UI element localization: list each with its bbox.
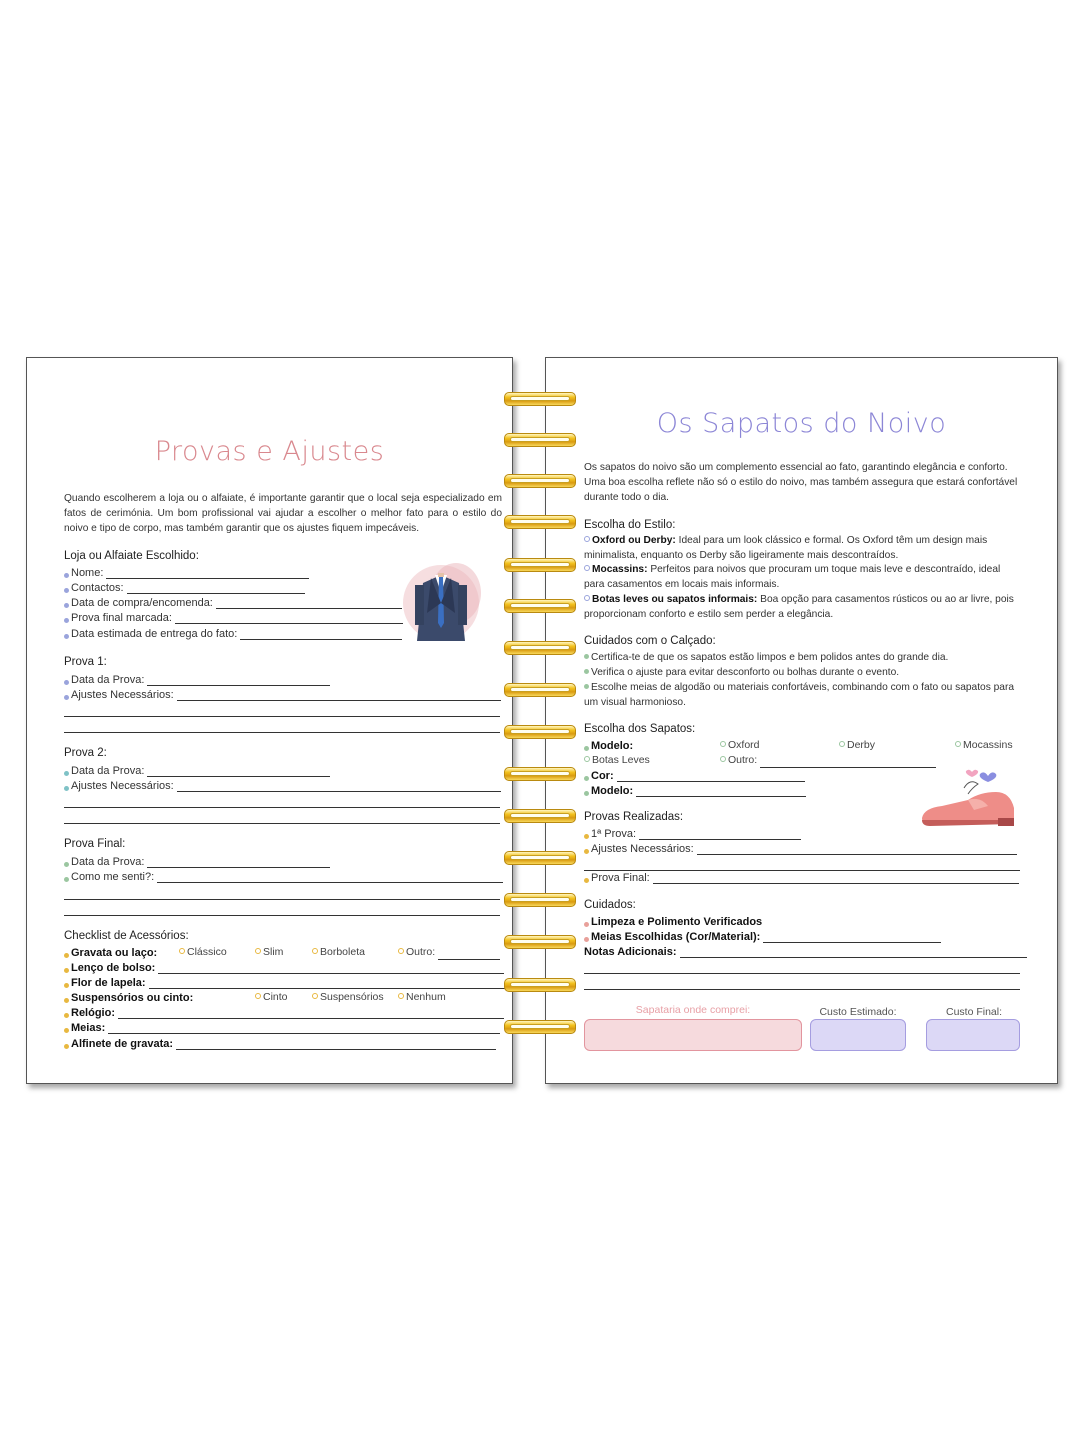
input-line[interactable] bbox=[147, 765, 330, 777]
bullet-icon bbox=[584, 849, 589, 854]
provafinal-heading: Prova Final: bbox=[64, 838, 126, 850]
binding-ring bbox=[504, 807, 576, 825]
checklist-meias[interactable]: Meias: bbox=[64, 1019, 500, 1034]
checklist-flor[interactable]: Flor de lapela: bbox=[64, 974, 505, 989]
field-prova2-ajustes[interactable]: Ajustes Necessários: bbox=[64, 777, 501, 792]
input-line[interactable] bbox=[697, 843, 1017, 855]
field-prova-final[interactable]: Prova Final: bbox=[584, 869, 1019, 884]
cost-final-label: Custo Final: bbox=[945, 1006, 1003, 1018]
bullet-icon bbox=[64, 603, 69, 608]
option-classico[interactable]: Clássico bbox=[179, 946, 227, 958]
input-line[interactable] bbox=[64, 716, 500, 717]
binding-ring bbox=[504, 639, 576, 657]
shop-box[interactable] bbox=[584, 1019, 802, 1051]
cost-estimated-box[interactable] bbox=[810, 1019, 906, 1051]
input-line[interactable] bbox=[149, 977, 505, 989]
bullet-icon bbox=[584, 776, 589, 781]
binding-ring bbox=[504, 472, 576, 490]
option-botas-leves[interactable]: Botas Leves bbox=[584, 754, 650, 766]
binding-ring bbox=[504, 431, 576, 449]
radio-icon bbox=[720, 741, 726, 747]
checklist-suspensorios[interactable]: Suspensórios ou cinto: bbox=[64, 989, 193, 1004]
field-prova2-data[interactable]: Data da Prova: bbox=[64, 762, 330, 777]
cuidados-heading: Cuidados: bbox=[584, 899, 636, 911]
option-oxford[interactable]: Oxford bbox=[720, 739, 760, 751]
input-line[interactable] bbox=[118, 1007, 504, 1019]
input-line[interactable] bbox=[157, 871, 503, 883]
bullet-icon bbox=[584, 536, 590, 542]
input-line[interactable] bbox=[64, 823, 500, 824]
input-line[interactable] bbox=[216, 597, 402, 609]
binding-ring bbox=[504, 976, 576, 994]
page-title: Provas e Ajustes bbox=[154, 436, 385, 467]
prova1-heading: Prova 1: bbox=[64, 656, 107, 668]
input-line[interactable] bbox=[64, 899, 500, 900]
radio-icon bbox=[255, 948, 261, 954]
input-line[interactable] bbox=[106, 567, 309, 579]
binding-ring bbox=[504, 390, 576, 408]
bullet-icon bbox=[64, 680, 69, 685]
care-item: Verifica o ajuste para evitar desconforto ou bolhas durante o evento. bbox=[584, 665, 1022, 680]
field-modelo-2[interactable]: Modelo: bbox=[584, 782, 806, 797]
input-line[interactable] bbox=[584, 989, 1020, 990]
binding-ring bbox=[504, 1018, 576, 1036]
field-prova1-ajustes[interactable]: Ajustes Necessários: bbox=[64, 686, 501, 701]
bullet-icon bbox=[64, 573, 69, 578]
field-data-entrega[interactable]: Data estimada de entrega do fato: bbox=[64, 625, 402, 640]
binding-ring bbox=[504, 513, 576, 531]
option-outro[interactable]: Outro: bbox=[720, 754, 757, 766]
binding-ring bbox=[504, 597, 576, 615]
field-ajustes[interactable]: Ajustes Necessários: bbox=[584, 840, 1017, 855]
prova2-heading: Prova 2: bbox=[64, 747, 107, 759]
input-line[interactable] bbox=[158, 962, 504, 974]
binding-ring bbox=[504, 723, 576, 741]
radio-icon bbox=[179, 948, 185, 954]
input-line[interactable] bbox=[177, 689, 501, 701]
care-item: Certifica-te de que os sapatos estão limpos e bem polidos antes do grande dia. bbox=[584, 650, 1022, 665]
option-mocassins[interactable]: Mocassins bbox=[955, 739, 1013, 751]
bullet-icon bbox=[584, 878, 589, 883]
input-line[interactable] bbox=[636, 785, 806, 797]
bullet-icon bbox=[584, 746, 589, 751]
bullet-icon bbox=[64, 634, 69, 639]
bullet-icon bbox=[64, 771, 69, 776]
radio-icon bbox=[312, 993, 318, 999]
input-line[interactable] bbox=[64, 915, 500, 916]
bullet-icon bbox=[64, 588, 69, 593]
radio-icon bbox=[955, 741, 961, 747]
field-notas[interactable]: Notas Adicionais: bbox=[584, 943, 1027, 958]
option-outro[interactable]: Outro: bbox=[398, 946, 435, 958]
style-item-mocassins: Mocassins: Perfeitos para noivos que procuram um toque mais leve e descontraído, ideal para casamentos em locais mais informais. bbox=[584, 564, 1001, 590]
field-1-prova[interactable]: 1ª Prova: bbox=[584, 825, 801, 840]
field-prova1-data[interactable]: Data da Prova: bbox=[64, 671, 330, 686]
bullet-icon bbox=[64, 618, 69, 623]
field-modelo[interactable]: Modelo: bbox=[584, 737, 633, 752]
bullet-icon bbox=[584, 669, 589, 674]
provas-heading: Provas Realizadas: bbox=[584, 811, 684, 823]
radio-icon bbox=[584, 756, 590, 762]
intro-paragraph: Quando escolherem a loja ou o alfaiate, é importante garantir que o local seja especializado em fatos de cerimónia. Um bom profissional vai ajudar a escolher o melhor fato para o estilo do noivo e tipo de corpo, mas também garantir que os ajustes fiquem impecáveis. bbox=[64, 493, 502, 534]
option-slim[interactable]: Slim bbox=[255, 946, 283, 958]
option-cinto[interactable]: Cinto bbox=[255, 991, 288, 1003]
suit-illustration bbox=[401, 553, 491, 645]
checklist-alfinete[interactable]: Alfinete de gravata: bbox=[64, 1035, 496, 1050]
checklist-gravata[interactable]: Gravata ou laço: bbox=[64, 944, 157, 959]
radio-icon bbox=[720, 756, 726, 762]
bullet-icon bbox=[64, 1013, 69, 1018]
input-line[interactable] bbox=[617, 770, 805, 782]
care-item: Escolhe meias de algodão ou materiais confortáveis, combinando com o fato ou sapatos para um visual harmonioso. bbox=[584, 682, 1015, 708]
bullet-icon bbox=[64, 983, 69, 988]
style-heading: Escolha do Estilo: bbox=[584, 519, 676, 531]
right-page bbox=[545, 357, 1058, 1084]
bullet-icon bbox=[64, 877, 69, 882]
field-meias[interactable]: Meias Escolhidas (Cor/Material): bbox=[584, 928, 941, 943]
radio-icon bbox=[398, 993, 404, 999]
bullet-icon bbox=[64, 968, 69, 973]
bullet-icon bbox=[584, 937, 589, 942]
input-line[interactable] bbox=[763, 931, 941, 943]
field-prova-final-marcada[interactable]: Prova final marcada: bbox=[64, 609, 403, 624]
input-line[interactable] bbox=[64, 807, 500, 808]
intro-paragraph: Os sapatos do noivo são um complemento essencial ao fato, garantindo elegância e conforto. Uma boa escolha reflete não só o estilo do noivo, mas também assegura que estará confortável durante todo o dia. bbox=[584, 462, 1018, 503]
option-borboleta[interactable]: Borboleta bbox=[312, 946, 365, 958]
input-line[interactable] bbox=[108, 1022, 500, 1034]
input-line[interactable] bbox=[64, 732, 500, 733]
pink-shoe-illustration bbox=[918, 766, 1022, 832]
input-line[interactable] bbox=[147, 856, 330, 868]
option-suspensorios[interactable]: Suspensórios bbox=[312, 991, 384, 1003]
input-line[interactable] bbox=[680, 946, 1027, 958]
left-page bbox=[26, 357, 513, 1084]
binding-ring bbox=[504, 765, 576, 783]
bullet-icon bbox=[584, 791, 589, 796]
radio-icon bbox=[312, 948, 318, 954]
input-line[interactable] bbox=[653, 872, 1019, 884]
field-contactos[interactable]: Contactos: bbox=[64, 579, 305, 594]
input-line[interactable] bbox=[127, 582, 305, 594]
shop-label: Sapataria onde comprei: bbox=[635, 1004, 751, 1016]
page-title: Os Sapatos do Noivo bbox=[656, 408, 947, 439]
binding-ring bbox=[504, 849, 576, 867]
bullet-icon bbox=[584, 922, 589, 927]
care-heading: Cuidados com o Calçado: bbox=[584, 635, 716, 647]
field-provafinal-data[interactable]: Data da Prova: bbox=[64, 853, 330, 868]
bullet-icon bbox=[64, 953, 69, 958]
input-line[interactable] bbox=[177, 780, 501, 792]
bullet-icon bbox=[64, 1028, 69, 1033]
option-derby[interactable]: Derby bbox=[839, 739, 875, 751]
shoes-heading: Escolha dos Sapatos: bbox=[584, 723, 696, 735]
radio-icon bbox=[839, 741, 845, 747]
bullet-icon bbox=[64, 862, 69, 867]
bullet-icon bbox=[584, 595, 590, 601]
binding-ring bbox=[504, 891, 576, 909]
checklist-lenco[interactable]: Lenço de bolso: bbox=[64, 959, 504, 974]
field-nome[interactable]: Nome: bbox=[64, 564, 309, 579]
input-line[interactable] bbox=[639, 828, 801, 840]
cost-estimated-label: Custo Estimado: bbox=[819, 1006, 897, 1018]
bullet-icon bbox=[584, 654, 589, 659]
binding-ring bbox=[504, 681, 576, 699]
bullet-icon bbox=[64, 998, 69, 1003]
style-item-botas: Botas leves ou sapatos informais: Boa opção para casamentos rústicos ou ao ar livre, pois proporcionam conforto e estilo sem perder a elegância. bbox=[584, 594, 1014, 620]
field-cor[interactable]: Cor: bbox=[584, 767, 805, 782]
binding-ring bbox=[504, 556, 576, 574]
radio-icon bbox=[398, 948, 404, 954]
input-line[interactable] bbox=[175, 612, 403, 624]
bullet-icon bbox=[584, 565, 590, 571]
input-line[interactable] bbox=[176, 1038, 496, 1050]
option-nenhum[interactable]: Nenhum bbox=[398, 991, 446, 1003]
field-limpeza[interactable]: Limpeza e Polimento Verificados bbox=[584, 913, 762, 928]
checklist-relogio[interactable]: Relógio: bbox=[64, 1004, 504, 1019]
input-line[interactable] bbox=[584, 973, 1020, 974]
input-line[interactable] bbox=[240, 628, 402, 640]
bullet-icon bbox=[584, 834, 589, 839]
bullet-icon bbox=[584, 684, 589, 689]
checklist-heading: Checklist de Acessórios: bbox=[64, 930, 189, 942]
field-data-compra[interactable]: Data de compra/encomenda: bbox=[64, 594, 402, 609]
style-item-oxford: Oxford ou Derby: Ideal para um look clássico e formal. Os Oxford têm um design mais minimalista, enquanto os Derby são ligeiramente mais descontraídos. bbox=[584, 535, 988, 561]
radio-icon bbox=[255, 993, 261, 999]
bullet-icon bbox=[64, 695, 69, 700]
tailor-heading: Loja ou Alfaiate Escolhido: bbox=[64, 550, 199, 562]
input-line[interactable] bbox=[147, 674, 330, 686]
bullet-icon bbox=[64, 1044, 69, 1049]
field-provafinal-sentir[interactable]: Como me senti?: bbox=[64, 868, 503, 883]
binding-ring bbox=[504, 933, 576, 951]
cost-final-box[interactable] bbox=[926, 1019, 1020, 1051]
bullet-icon bbox=[64, 786, 69, 791]
